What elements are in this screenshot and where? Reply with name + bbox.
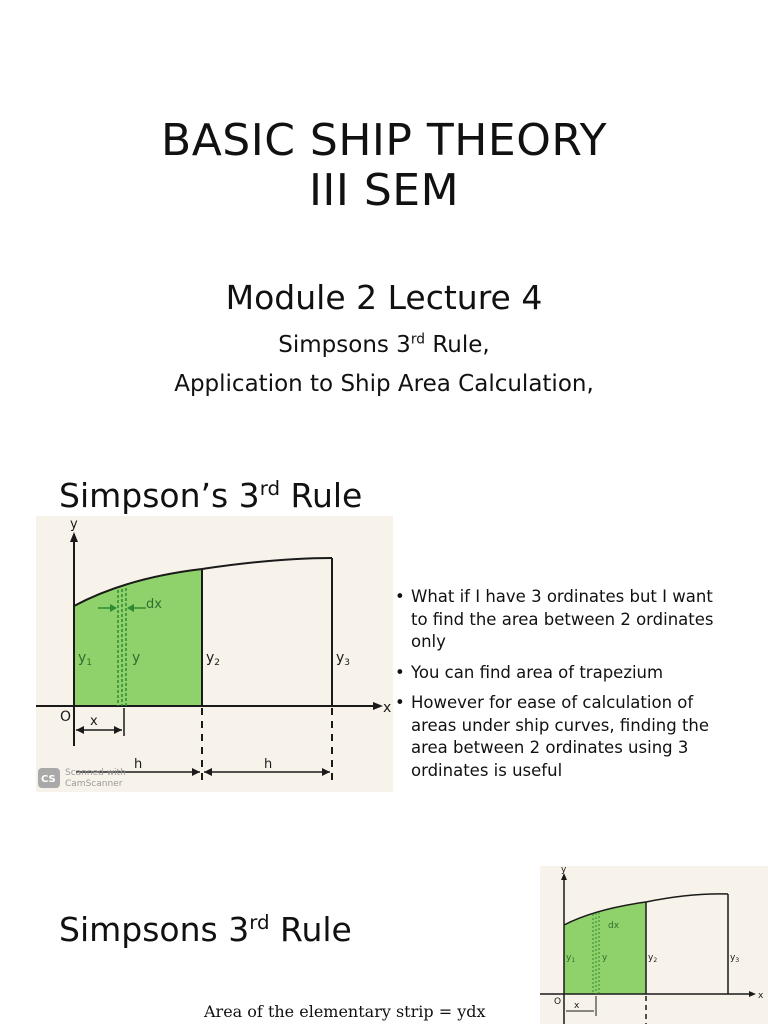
bullet-item: • However for ease of calculation of areas under ship curves, finding the area between 2 ordinates using 3 ordinates is useful [395, 692, 715, 782]
label-x-axis: x [383, 700, 392, 716]
title-line-2: III SEM [308, 165, 460, 216]
bullet-item: • You can find area of trapezium [395, 662, 715, 685]
label-x: x [90, 714, 98, 729]
label-y3: $y_3$ [336, 650, 351, 668]
svg-text:y: y [561, 866, 567, 875]
camscanner-badge: CS [41, 774, 56, 785]
bullet-list [395, 586, 715, 782]
topic-line-1: Simpsons 3rd Rule, [278, 331, 490, 358]
slide-subtitle: Module 2 Lecture 4 [225, 278, 543, 317]
bullet-list-container [395, 586, 715, 790]
svg-text:y1: $y_1$ [566, 953, 576, 964]
section-heading: Simpson’s 3rd Rule [59, 476, 363, 515]
svg-text:y: y [602, 953, 608, 963]
svg-text:dx: dx [608, 921, 620, 931]
section-heading-2: Simpsons 3rd Rule [59, 910, 352, 949]
simpson-diagram-small [540, 866, 768, 1024]
label-y2: $y_2$ [206, 650, 221, 668]
svg-text:O: O [554, 997, 562, 1007]
label-origin: O [60, 709, 72, 725]
shaded-area [74, 569, 202, 706]
svg-text:y3: $y_3$ [730, 953, 740, 964]
label-y: y [132, 650, 141, 666]
watermark-line-2: CamScanner [65, 779, 123, 789]
title-line-1: BASIC SHIP THEORY [161, 115, 607, 166]
label-h1: h [134, 757, 143, 772]
simpson-diagram [36, 516, 393, 792]
strip-area-formula: Area of the elementary strip = ydx [204, 1002, 486, 1021]
y-axis-arrow [70, 532, 78, 542]
bullet-item: • What if I have 3 ordinates but I want to find the area between 2 ordinates only [395, 586, 715, 654]
label-h2: h [264, 757, 273, 772]
label-dx: dx [146, 597, 162, 612]
topic-line-2: Application to Ship Area Calculation, [174, 371, 594, 397]
svg-text:x: x [758, 991, 764, 1001]
svg-text:y2: $y_2$ [648, 953, 658, 964]
watermark-line-1: Scanned with [65, 768, 126, 778]
slide-title [0, 116, 768, 216]
label-y-axis: y [70, 517, 78, 532]
svg-text:x: x [574, 1001, 580, 1011]
x-axis-arrow [373, 702, 383, 710]
label-y1: $y_1$ [78, 650, 93, 668]
